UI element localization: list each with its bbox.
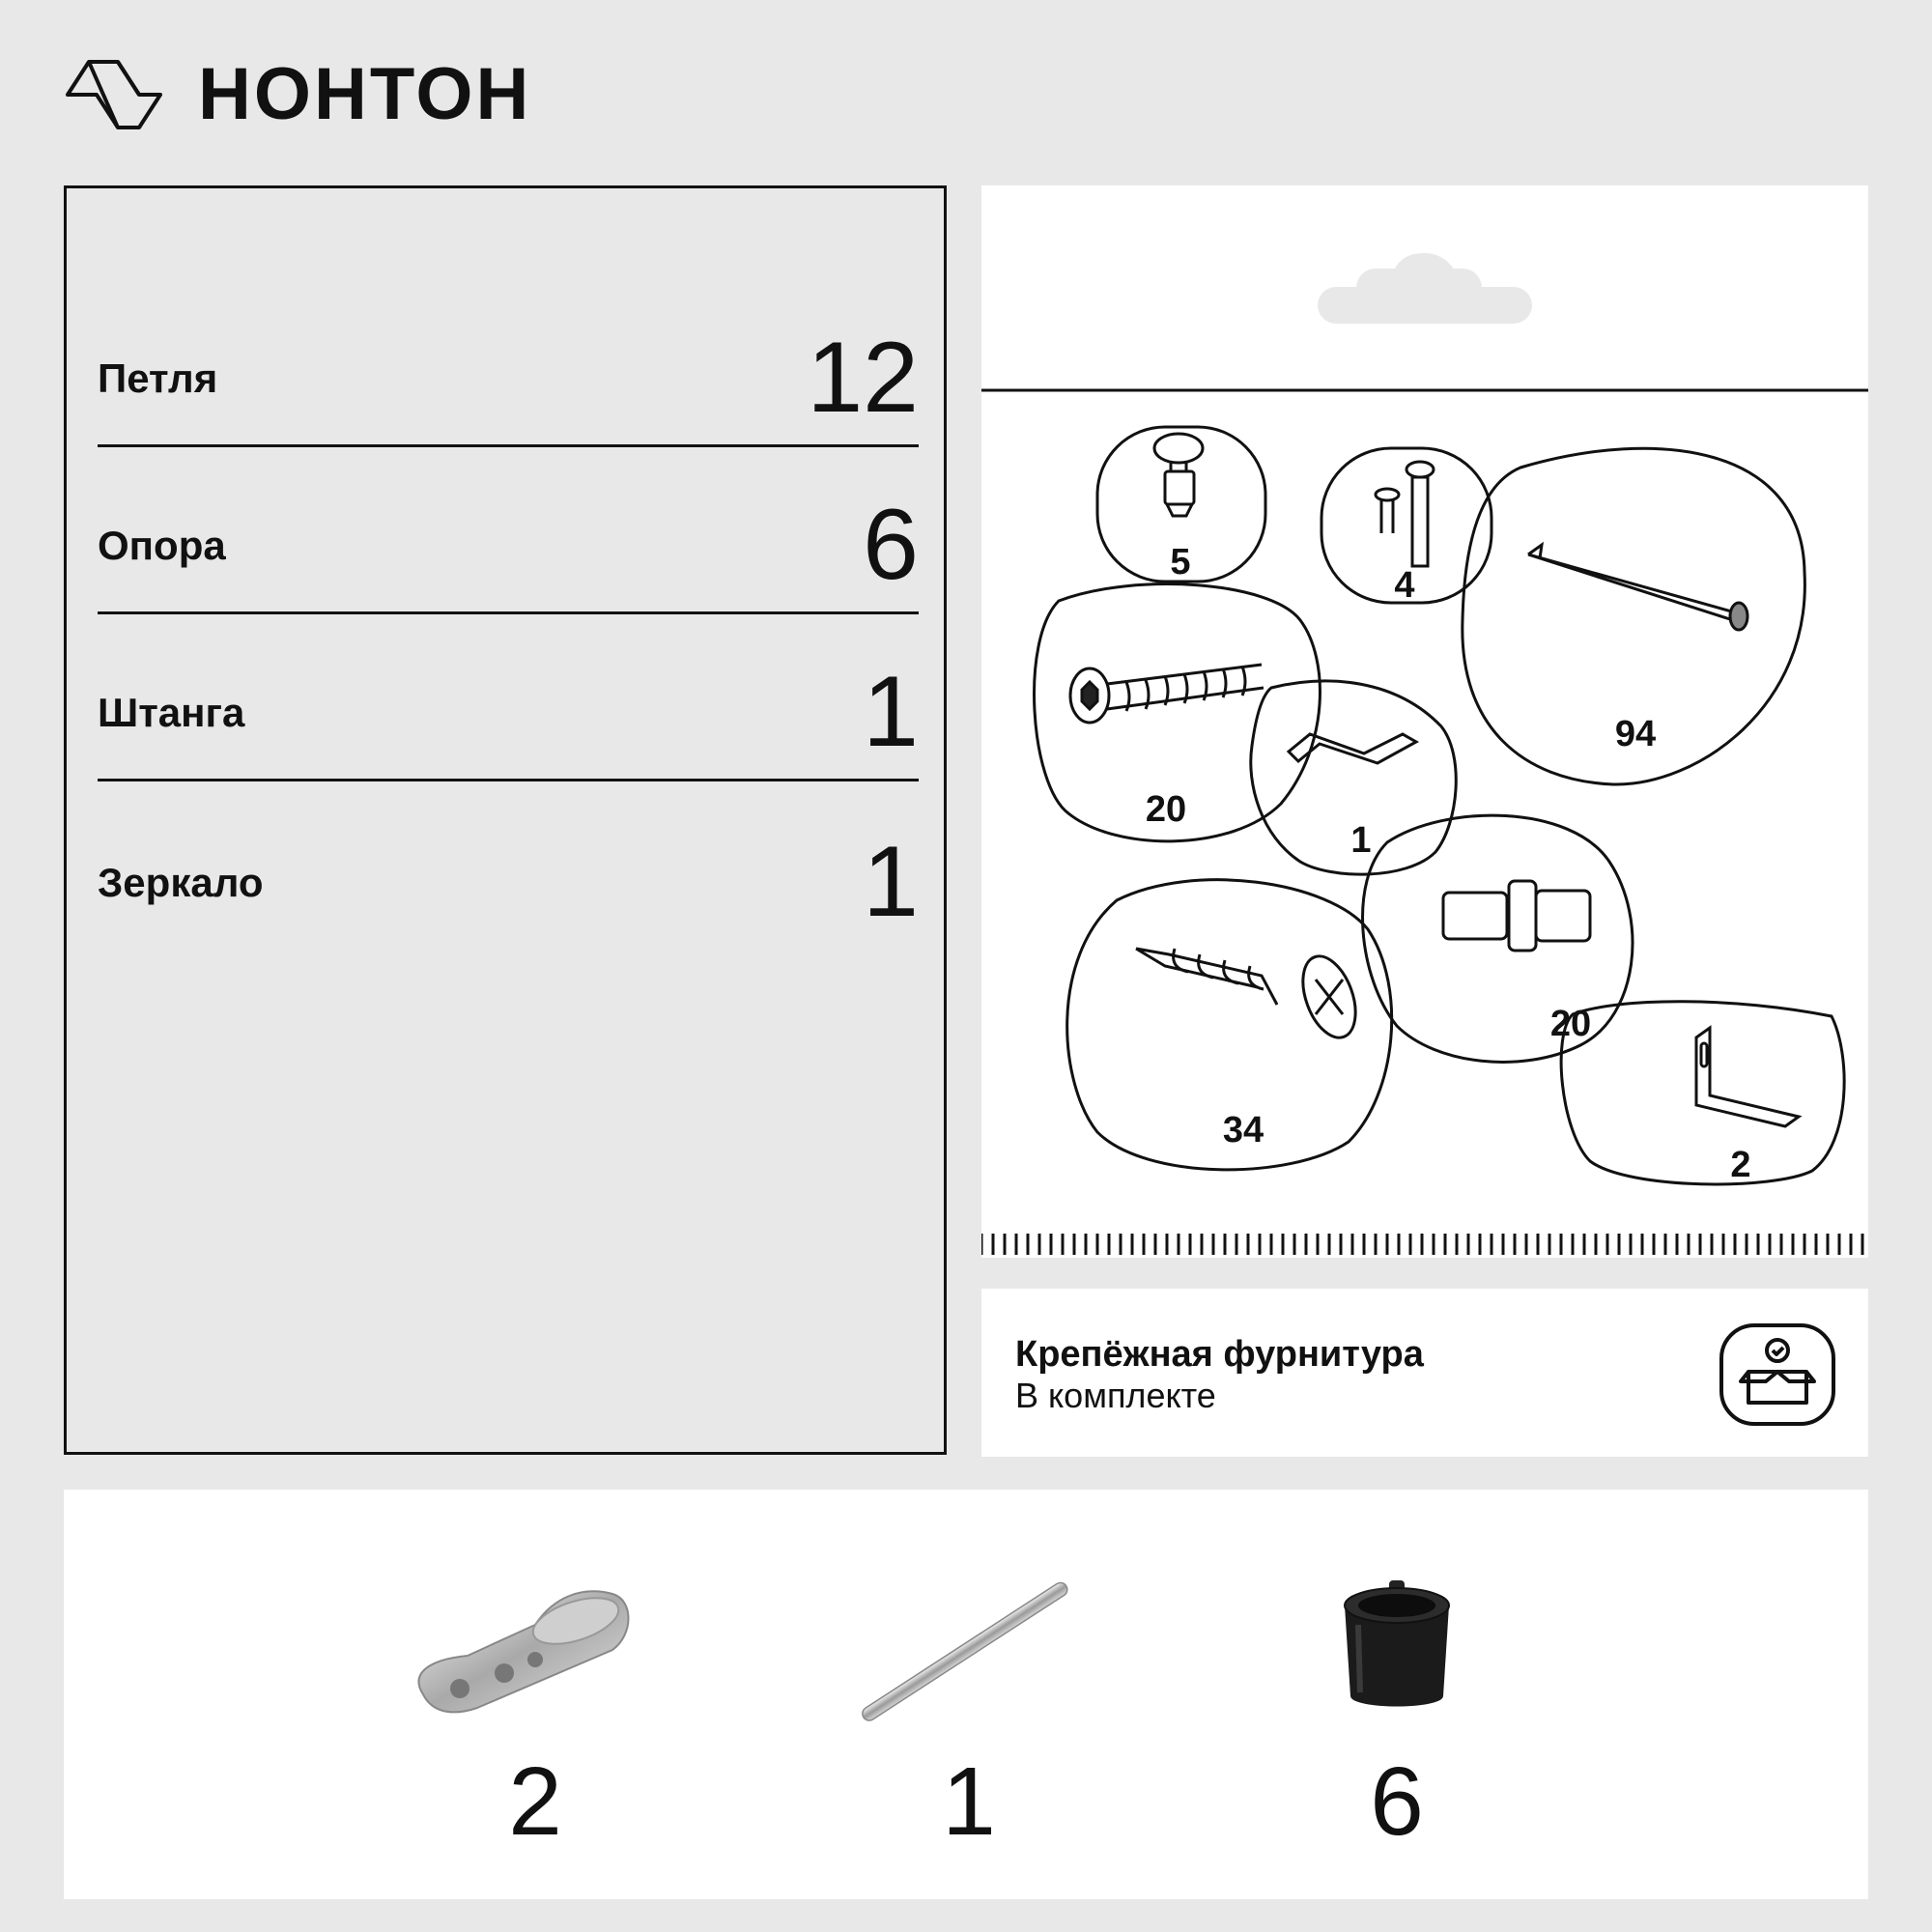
accessory-furniture-foot	[1252, 1490, 1542, 1899]
part-row-mirror	[98, 823, 919, 949]
hardware-info-strip	[981, 1289, 1868, 1457]
parts-list-panel	[64, 185, 947, 1455]
bag-count-cam-lock: 5	[1170, 542, 1191, 582]
bag-count-corner-bracket: 2	[1730, 1145, 1751, 1185]
accessories-strip	[64, 1490, 1868, 1899]
rod-holder-icon	[390, 1567, 680, 1731]
bag-count-shelf-pin: 20	[1549, 1004, 1592, 1044]
box-check-icon	[1718, 1321, 1837, 1428]
bag-count-nail: 94	[1614, 714, 1657, 754]
info-title: Крепёжная фурнитура	[1015, 1334, 1424, 1375]
part-quantity: 12	[807, 322, 919, 434]
part-quantity: 6	[863, 489, 919, 601]
metal-rod-icon	[824, 1567, 1114, 1731]
info-subtitle: В комплекте	[1015, 1376, 1216, 1415]
part-name: Петля	[98, 355, 218, 401]
bag-count-wood-screw: 34	[1222, 1110, 1264, 1151]
part-row-support	[98, 489, 919, 614]
zigzag-ribbon-icon	[64, 58, 168, 131]
hardware-bag	[981, 185, 1868, 1258]
furniture-foot-icon	[1252, 1567, 1542, 1731]
part-row-hinge	[98, 322, 919, 447]
accessory-quantity: 6	[1370, 1747, 1424, 1856]
part-name: Опора	[98, 523, 226, 568]
accessory-metal-rod	[824, 1490, 1114, 1899]
brand-name: НОНТОН	[198, 53, 532, 135]
accessory-quantity: 1	[942, 1747, 996, 1856]
part-name: Зеркало	[98, 860, 264, 905]
bag-count-hex-key: 1	[1350, 820, 1372, 861]
part-quantity: 1	[863, 656, 919, 768]
part-quantity: 1	[863, 826, 919, 938]
accessory-rod-holder	[390, 1490, 680, 1899]
accessory-quantity: 2	[508, 1747, 562, 1856]
bag-count-connector-bolt: 4	[1394, 565, 1415, 606]
part-name: Штанга	[98, 690, 245, 735]
part-row-rod	[98, 656, 919, 781]
bag-count-confirmat-screw: 20	[1145, 789, 1187, 830]
